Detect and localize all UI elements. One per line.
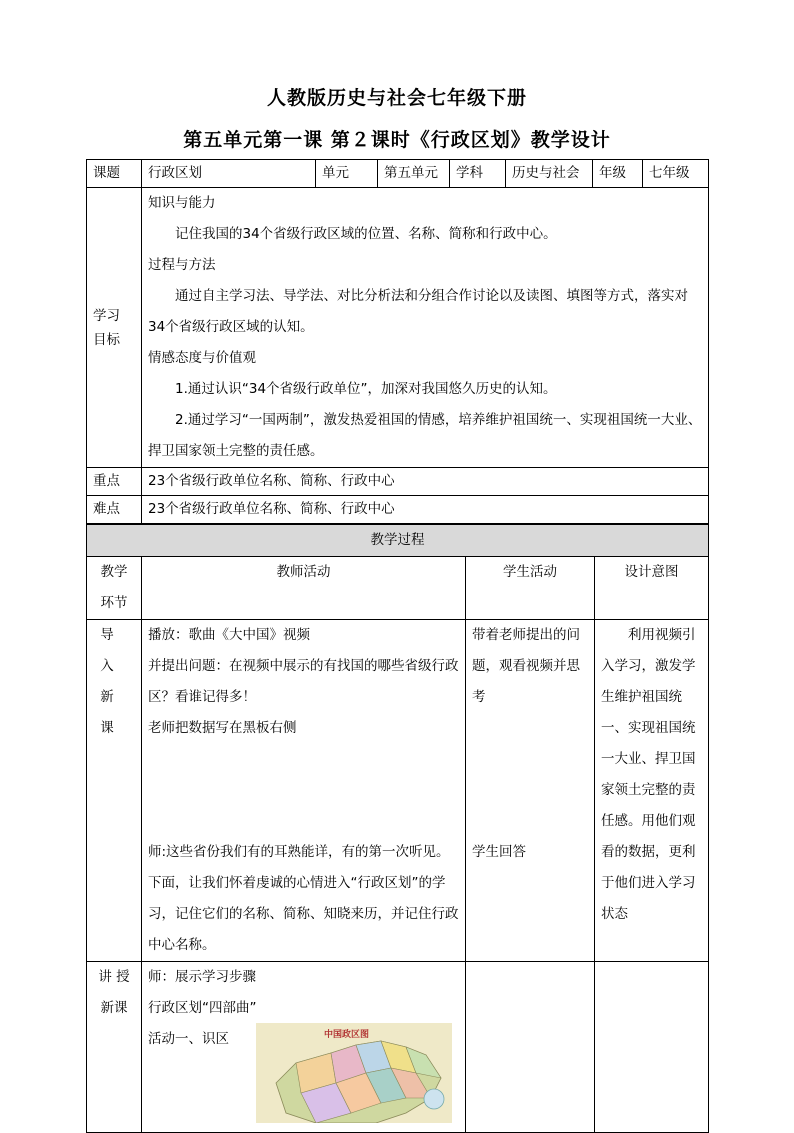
process-column-row [87,557,709,620]
goal-text-knowledge: 记住我国的34个省级行政区域的位置、名称、简称和行政中心。 [175,226,557,242]
subject-label: 学科 [450,160,506,188]
topic-value: 行政区划 [142,160,316,188]
difficult-value: 23个省级行政单位名称、简称、行政中心 [142,496,709,524]
document-subtitle: 第五单元第一课 第２课时《行政区划》教学设计 [183,129,611,151]
goals-label [87,188,142,468]
goal-heading-emotion: 情感态度与价值观 [148,350,256,366]
intro-teacher-2: 并提出问题：在视频中展示的有找国的哪些省级行政区？看谁记得多！ [148,658,459,705]
intro-design-1: 利用视频引入学习，激发学生维护祖国统一、实现祖国统一大业、捍卫国家领土完整的责任感。用他们观看的数据，更利于他们进入学习状态 [601,627,696,922]
china-map-image [256,1023,452,1123]
intro-student [466,620,595,962]
col-stage [87,557,142,620]
teach-teacher-2: 行政区划“四部曲” [148,1000,257,1016]
col-design: 设计意图 [595,557,709,620]
intro-stage-line2: 新课 [100,689,128,736]
teach-stage-line1: 讲 授 [98,969,130,985]
subject-value: 历史与社会 [506,160,593,188]
grade-value: 七年级 [643,160,709,188]
teach-design [595,962,709,1133]
intro-teacher-4: 师:这些省份我们有的耳熟能详，有的第一次听见。下面，让我们怀着虔诚的心情进入“行政区划”的学习，记住它们的名称、简称、知晓来历，并记住行政中心名称。 [148,844,459,953]
key-row [87,468,709,496]
col-student: 学生活动 [466,557,595,620]
intro-student-1: 带着老师提出的问题，观看视频并思考 [472,627,580,705]
teach-teacher-1: 师：展示学习步骤 [148,969,256,985]
goals-label-line2: 目标 [93,331,120,348]
unit-value: 第五单元 [378,160,450,188]
topic-label: 课题 [87,160,142,188]
goal-text-emotion-1: 1.通过认识“34个省级行政单位”，加深对我国悠久历史的认知。 [175,381,557,397]
intro-design [595,620,709,962]
intro-teacher-1: 播放：歌曲《大中国》视频 [148,627,310,643]
intro-row [87,620,709,962]
col-stage-line1: 教学 [100,564,128,580]
unit-label: 单元 [316,160,378,188]
difficult-label: 难点 [87,496,142,524]
col-teacher: 教师活动 [142,557,466,620]
grade-label: 年级 [593,160,643,188]
goals-label-line1: 学习 [93,307,120,324]
teach-stage-line2: 新课 [100,1000,128,1016]
goal-text-process: 通过自主学习法、导学法、对比分析法和分组合作讨论以及读图、填图等方式，落实对34个省级行政区域的认知。 [148,288,688,335]
teach-stage [87,962,142,1133]
process-header-row [87,525,709,557]
goals-content [142,188,709,468]
teach-student [466,962,595,1133]
intro-stage-line1: 导入 [100,627,128,674]
intro-teacher-3: 老师把数据写在黑板右侧 [148,720,297,736]
col-stage-line2: 环节 [100,595,128,611]
teach-teacher-3: 活动一、识区 [148,1031,229,1047]
document-title: 人教版历史与社会七年级下册 [266,87,527,109]
goal-heading-knowledge: 知识与能力 [148,195,216,211]
key-label: 重点 [87,468,142,496]
info-row [87,160,709,188]
map-title: 中国政区图 [324,1030,370,1040]
intro-teacher [142,620,466,962]
goal-heading-process: 过程与方法 [148,257,216,273]
intro-stage [87,620,142,962]
goal-text-emotion-2: 2.通过学习“一国两制”，激发热爱祖国的情感，培养维护祖国统一、实现祖国统一大业、捍卫国家领土完整的责任感。 [148,412,702,459]
difficult-row [87,496,709,524]
goals-row [87,188,709,468]
process-title: 教学过程 [87,525,709,557]
key-value: 23个省级行政单位名称、简称、行政中心 [142,468,709,496]
intro-student-2: 学生回答 [472,844,526,860]
info-table [86,159,709,524]
